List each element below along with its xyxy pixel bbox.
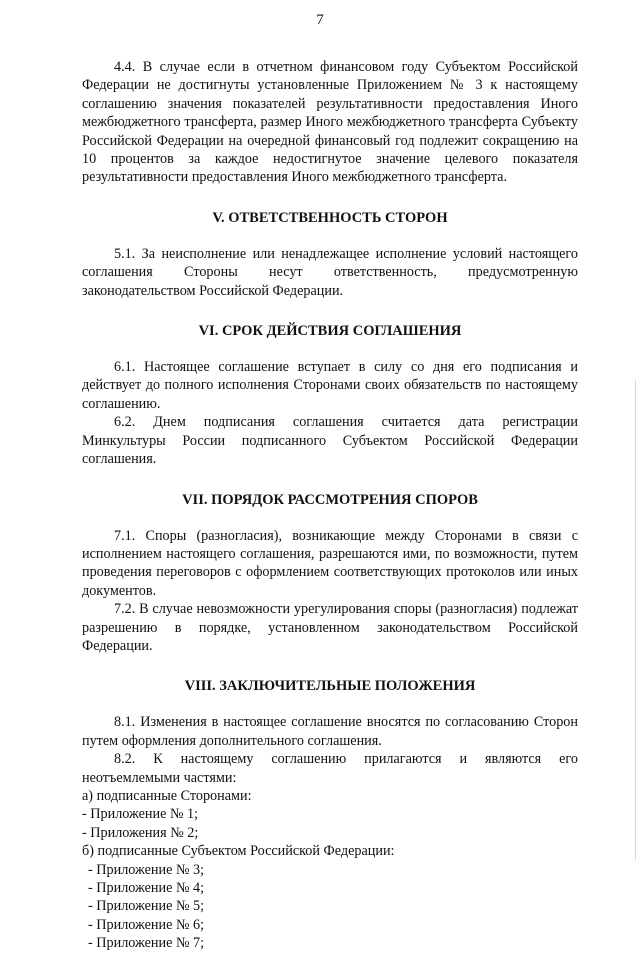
attachment-item: - Приложение № 4; [88, 880, 205, 896]
attachment-group-b: б) подписанные Субъектом Российской Федерации: [82, 843, 395, 860]
scan-edge-line [635, 380, 636, 860]
paragraph-5-1: 5.1. За неисполнение или ненадлежащее исполнение условий настоящего соглашения Стороны несут ответственность, предусмотренную законодательством Российской Федерации. [82, 245, 578, 299]
paragraph-6-1: 6.1. Настоящее соглашение вступает в силу со дня его подписания и действует до полного исполнения Сторонами своих обязательств по настоящему соглашению. [82, 359, 578, 412]
attachment-item: - Приложение № 6; [88, 916, 205, 933]
paragraph-6-2: 6.2. Днем подписания соглашения считается дата регистрации Минкультуры России подписанного Субъектом Российской Федерации соглашения. [82, 414, 578, 468]
page-number: 7 [316, 12, 324, 28]
section-heading-7: VII. ПОРЯДОК РАССМОТРЕНИЯ СПОРОВ [182, 491, 478, 508]
attachment-item: - Приложения № 2; [82, 824, 199, 841]
attachment-item: - Приложение № 1; [82, 806, 199, 823]
paragraph-7-1: 7.1. Споры (разногласия), возникающие между Сторонами в связи с исполнением настоящего соглашения, разрешаются ими, по возможности, путем проведения переговоров с оформлением соответствующих протоколов или иных документов. [82, 527, 578, 599]
section-heading-6: VI. СРОК ДЕЙСТВИЯ СОГЛАШЕНИЯ [198, 323, 462, 340]
paragraph-8-2: 8.2. К настоящему соглашению прилагаются и являются его неотъемлемыми частями: [82, 751, 578, 786]
document-body [82, 58, 578, 953]
attachment-group-a: а) подписанные Сторонами: [82, 787, 252, 804]
attachment-item: - Приложение № 7; [88, 935, 205, 952]
attachment-item: - Приложение № 5; [88, 898, 205, 915]
attachment-item: - Приложение № 3; [88, 861, 205, 878]
paragraph-8-1: 8.1. Изменения в настоящее соглашение вносятся по согласованию Сторон путем оформления дополнительного соглашения. [82, 714, 578, 749]
paragraph-7-2: 7.2. В случае невозможности урегулирования споры (разногласия) подлежат разрешению в порядке, установленном законодательством Российской Федерации. [82, 601, 578, 654]
paragraph-4-4: 4.4. В случае если в отчетном финансовом году Субъектом Российской Федерации не достигнуты установленные Приложением № 3 к настоящему соглашению значения показателей результативности предоставления Иного межбюджетного трансферта, размер Иного межбюджетного трансферта Субъекту Российской Федерации на очередной финансовый год подлежит сокращению на 10 процентов за каждое недостигнутое значение целевого показателя результативности предоставления Иного межбюджетного трансферта. [82, 59, 578, 186]
section-heading-8: VIII. ЗАКЛЮЧИТЕЛЬНЫЕ ПОЛОЖЕНИЯ [184, 678, 476, 695]
section-heading-5: V. ОТВЕТСТВЕННОСТЬ СТОРОН [212, 209, 448, 226]
